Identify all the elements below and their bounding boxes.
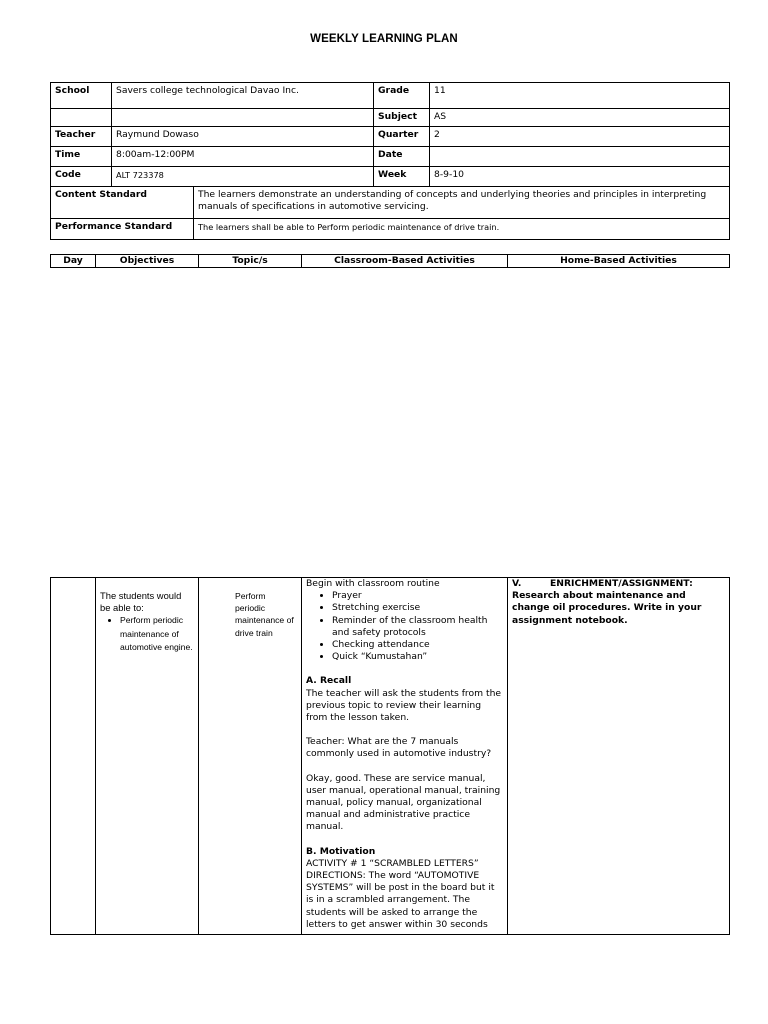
time-value: 8:00am-12:00PM bbox=[112, 147, 374, 167]
school-value: Savers college technological Davao Inc. bbox=[112, 83, 374, 109]
week-value: 8-9-10 bbox=[430, 167, 730, 187]
day-cell bbox=[51, 578, 96, 935]
routine-item: • Checking attendance bbox=[332, 639, 503, 651]
objectives-list bbox=[100, 614, 194, 655]
teacher-label: Teacher bbox=[51, 127, 112, 147]
school-label: School bbox=[51, 83, 112, 109]
objective-item: • Perform periodic maintenance of automotive engine. bbox=[120, 614, 194, 655]
column-header-objectives: Objectives bbox=[96, 255, 199, 268]
routine-list bbox=[306, 590, 503, 663]
enrichment-heading: ENRICHMENT/ASSIGNMENT: bbox=[550, 578, 693, 589]
subject-value: AS bbox=[430, 109, 730, 127]
column-header-home-activities: Home-Based Activities bbox=[508, 255, 730, 268]
date-label: Date bbox=[374, 147, 430, 167]
column-header-topics: Topic/s bbox=[199, 255, 302, 268]
quarter-label: Quarter bbox=[374, 127, 430, 147]
performance-standard-value: The learners shall be able to Perform periodic maintenance of drive train. bbox=[194, 219, 730, 240]
home-activities-cell bbox=[508, 578, 730, 935]
column-header-classroom-activities: Classroom-Based Activities bbox=[302, 255, 508, 268]
plan-body-table bbox=[50, 577, 730, 935]
grade-label: Grade bbox=[374, 83, 430, 109]
recall-text: The teacher will ask the students from the previous topic to review their learning from the lesson taken. bbox=[306, 687, 502, 724]
classroom-activities-cell bbox=[302, 578, 508, 935]
routine-item: • Prayer bbox=[332, 590, 503, 602]
column-header-day: Day bbox=[51, 255, 96, 268]
routine-item: • Stretching exercise bbox=[332, 602, 503, 614]
objectives-cell bbox=[96, 578, 199, 935]
teacher-value: Raymund Dowaso bbox=[112, 127, 374, 147]
week-label: Week bbox=[374, 167, 430, 187]
answer-text: Okay, good. These are service manual, user manual, operational manual, training manual, policy manual, organizational manual and administrative practice manual. bbox=[306, 772, 501, 833]
plan-header-table bbox=[50, 254, 730, 268]
enrichment-number: V. bbox=[512, 578, 522, 589]
code-label: Code bbox=[51, 167, 112, 187]
routine-intro: Begin with classroom routine bbox=[306, 578, 440, 589]
subject-label: Subject bbox=[374, 109, 430, 127]
objectives-intro: The students would be able to: bbox=[100, 590, 182, 613]
recall-heading: A. Recall bbox=[306, 675, 352, 687]
code-value: ALT 723378 bbox=[112, 167, 374, 187]
quarter-value: 2 bbox=[430, 127, 730, 147]
page-title: WEEKLY LEARNING PLAN bbox=[310, 33, 458, 45]
enrichment-text: Research about maintenance and change oil procedures. Write in your assignment notebook. bbox=[512, 590, 702, 626]
info-table bbox=[50, 82, 730, 240]
teacher-question: Teacher: What are the 7 manuals commonly used in automotive industry? bbox=[306, 736, 492, 760]
time-label: Time bbox=[51, 147, 112, 167]
date-value bbox=[430, 147, 730, 167]
routine-item: • Reminder of the classroom health and safety protocols bbox=[332, 615, 503, 639]
directions-text: DIRECTIONS: The word “AUTOMOTIVE SYSTEMS” will be post in the board but it is in a scrambled arrangement. The students will be asked to arrange the letters to get answer within 30 seconds bbox=[306, 870, 495, 930]
grade-value: 11 bbox=[430, 83, 730, 109]
performance-standard-label: Performance Standard bbox=[51, 219, 194, 240]
content-standard-label: Content Standard bbox=[51, 187, 194, 219]
activity-title: ACTIVITY # 1 “SCRAMBLED LETTERS” bbox=[306, 857, 479, 869]
motivation-heading: B. Motivation bbox=[306, 845, 376, 857]
routine-item: • Quick “Kumustahan” bbox=[332, 651, 503, 663]
content-standard-value: The learners demonstrate an understanding of concepts and underlying theories and principles in interpreting manuals of specifications in automotive servicing. bbox=[194, 187, 730, 219]
topic-cell: Perform periodic maintenance of drive train bbox=[199, 578, 302, 935]
